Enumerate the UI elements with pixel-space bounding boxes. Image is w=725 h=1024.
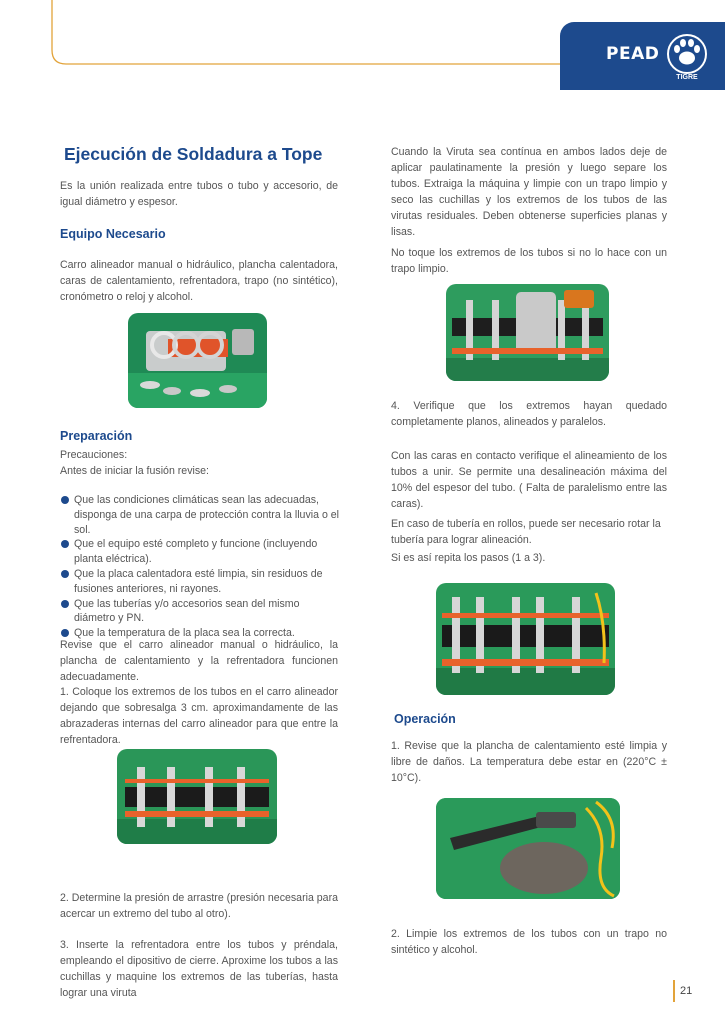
list-item: Que las condiciones climáticas sean las adecuadas, disponga de una carpa de protección contra la lluvia o el sol.: [60, 493, 342, 537]
caras-paragraph: Con las caras en contacto verifique el alineamiento de los tubos a unir. Se permite una desalineación máxima del 10% del espesor del tubo. ( Falta de paralelismo entre las caras).: [391, 450, 667, 510]
bullet-icon: [61, 496, 69, 504]
step-1-paragraph: 1. Coloque los extremos de los tubos en el carro alineador dejando que sobresalga 3 cm. aproximandamente de las abrazaderas internas del carro alineador para que entre la refrentadora.: [60, 686, 338, 746]
aligned-pipes-photo: [436, 583, 615, 695]
list-item: Que la temperatura de la placa sea la correcta.: [60, 626, 342, 641]
list-item: Que la placa calentadora esté limpia, sin residuos de fusiones anteriores, ni rayones.: [60, 567, 342, 597]
facing-tool-photo: [446, 284, 609, 381]
viruta-paragraph: Cuando la Viruta sea contínua en ambos lados deje de aplicar paulatinamente la presión y luego separe los tubos. Extraiga la máquina y limpie con un trapo limpio y seco las cuchillas y los extremos de los tubos de las virutas residuales. Deben obtenerse superficies planas y lisas.: [391, 146, 667, 238]
repita-paragraph: Si es así repita los pasos (1 a 3).: [391, 552, 546, 564]
revise-paragraph: Revise que el carro alineador manual o hidráulico, la plancha de calentamiento y la refrentadora funcionen adecuadamente.: [60, 639, 338, 683]
antes-label: Antes de iniciar la fusión revise:: [60, 465, 209, 477]
step-2-paragraph: 2. Determine la presión de arrastre (presión necesaria para acercar un extremo del tubo al otro).: [60, 892, 338, 920]
step-4-paragraph: 4. Verifique que los extremos hayan quedado completamente planos, alineados y paralelos.: [391, 400, 667, 428]
bullet-icon: [61, 540, 69, 548]
operacion-step-2-paragraph: 2. Limpie los extremos de los tubos con un trapo no sintético y alcohol.: [391, 928, 667, 956]
brand-logo-text: TIGRE: [676, 74, 698, 81]
list-item: Que las tuberías y/o accesorios sean del mismo diámetro y PN.: [60, 597, 342, 627]
alignment-cart-photo: [117, 749, 277, 844]
equipo-paragraph: Carro alineador manual o hidráulico, plancha calentadora, caras de calentamiento, refrentadora, trapo (no sintético), cronómetro o reloj y alcohol.: [60, 259, 338, 303]
page-title: Ejecución de Soldadura a Tope: [64, 144, 323, 164]
no-toque-paragraph: No toque los extremos de los tubos si no lo hace con un trapo limpio.: [391, 247, 667, 275]
brand-name: PEAD: [606, 44, 660, 64]
page-number: 21: [680, 985, 693, 997]
bullet-icon: [61, 629, 69, 637]
heating-plate-photo: [436, 798, 620, 899]
operacion-heading: Operación: [394, 712, 456, 726]
step-3-paragraph: 3. Inserte la refrentadora entre los tubos y préndala, empleando el dipositivo de cierre. Aproxime los tubos a las cuchillas y maquine los extremos de las tuberías, hasta lograr una viruta: [60, 939, 338, 999]
page-number-rule: [673, 980, 675, 1002]
equipment-photo: [128, 313, 267, 408]
precautions-list: [60, 493, 342, 641]
operacion-step-1-paragraph: 1. Revise que la plancha de calentamiento esté limpia y libre de daños. La temperatura debe estar en (220°C ± 10°C).: [391, 740, 667, 784]
bullet-icon: [61, 570, 69, 578]
paw-icon: [665, 32, 709, 82]
bullet-icon: [61, 600, 69, 608]
list-item: Que el equipo esté completo y funcione (incluyendo planta eléctrica).: [60, 537, 342, 567]
rollos-paragraph: En caso de tubería en rollos, puede ser necesario rotar la tubería para lograr alineación.: [391, 518, 661, 546]
equipo-heading: Equipo Necesario: [60, 227, 166, 241]
intro-paragraph: Es la unión realizada entre tubos o tubo y accesorio, de igual diámetro y espesor.: [60, 180, 338, 208]
precauciones-label: Precauciones:: [60, 449, 128, 461]
header-rule: [50, 0, 570, 66]
preparacion-heading: Preparación: [60, 429, 133, 443]
